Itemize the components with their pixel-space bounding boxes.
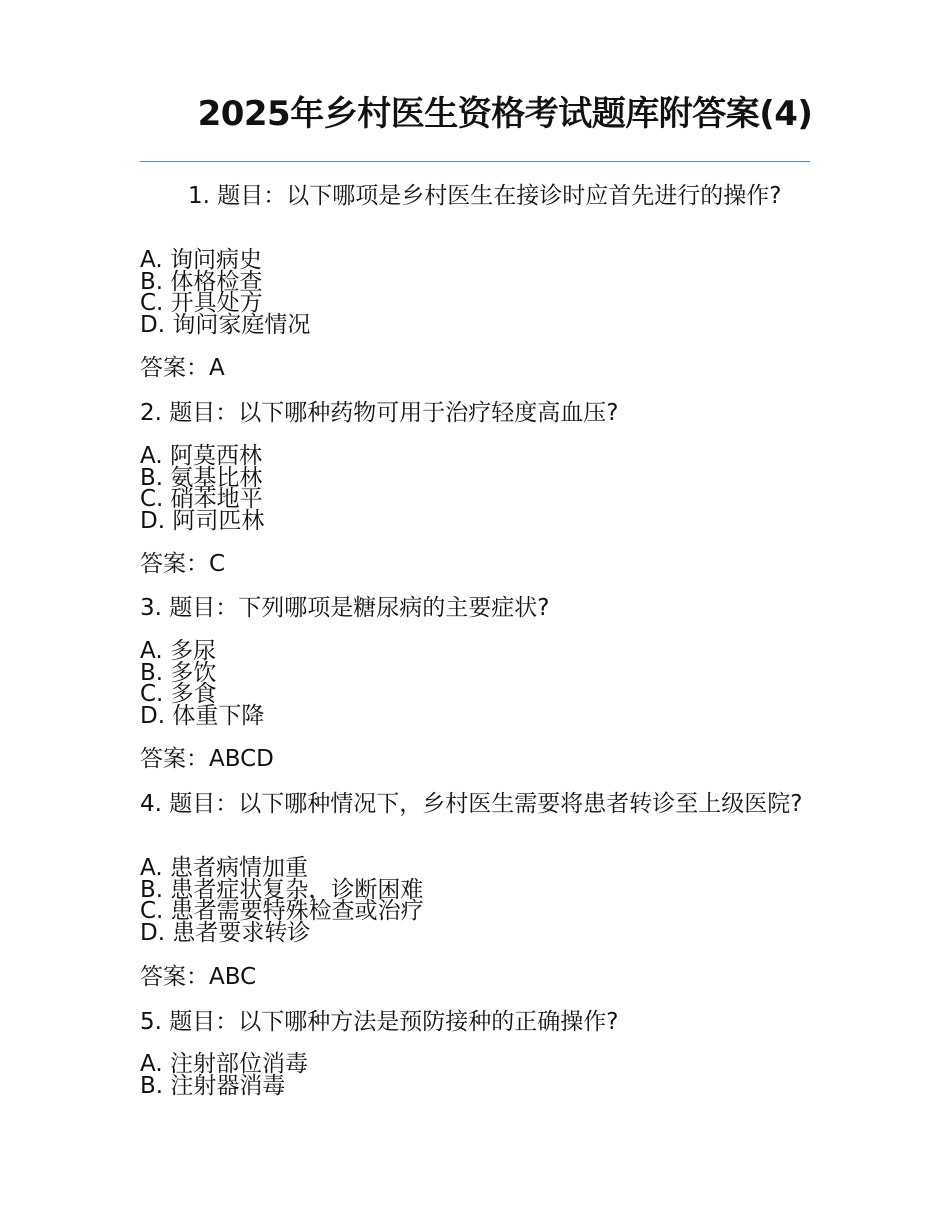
page-title: 2025年乡村医生资格考试题库附答案(4): [197, 94, 813, 134]
question-2-answer: 答案：C: [140, 551, 226, 577]
option-d: D. 阿司匹林: [140, 507, 265, 534]
question-3-options: [140, 638, 810, 729]
question-2-text: 2. 题目：以下哪种药物可用于治疗轻度高血压?: [140, 400, 619, 426]
option-c: C. 开具处方: [140, 290, 263, 316]
option-a: A. 患者病情加重: [140, 855, 308, 881]
title-divider: [140, 161, 810, 162]
question-3-answer: 答案：ABCD: [140, 746, 274, 772]
option-d: D. 体重下降: [140, 702, 265, 729]
question-5-options: [140, 1051, 810, 1099]
option-a: A. 注射部位消毒: [140, 1051, 308, 1077]
option-d: D. 询问家庭情况: [140, 311, 311, 338]
option-b: B. 患者症状复杂，诊断困难: [140, 876, 424, 903]
option-a: A. 阿莫西林: [140, 443, 262, 469]
question-3-text: 3. 题目：下列哪项是糖尿病的主要症状?: [140, 595, 550, 621]
question-4-text: 4. 题目：以下哪种情况下，乡村医生需要将患者转诊至上级医院?: [140, 791, 803, 817]
question-2-options: [140, 443, 810, 534]
option-b: B. 注射器消毒: [140, 1072, 286, 1099]
option-c: C. 患者需要特殊检查或治疗: [140, 898, 424, 924]
question-5-text: 5. 题目：以下哪种方法是预防接种的正确操作?: [140, 1009, 619, 1035]
question-1-text: 1. 题目：以下哪项是乡村医生在接诊时应首先进行的操作?: [188, 183, 782, 209]
question-1-options: [140, 247, 810, 338]
option-b: B. 多饮: [140, 659, 217, 686]
option-a: A. 询问病史: [140, 247, 262, 273]
question-4-options: [140, 855, 810, 946]
question-1-answer: 答案：A: [140, 355, 225, 381]
option-b: B. 体格检查: [140, 268, 263, 295]
question-4-answer: 答案：ABC: [140, 964, 257, 990]
option-a: A. 多尿: [140, 638, 216, 664]
option-c: C. 硝苯地平: [140, 486, 263, 512]
option-d: D. 患者要求转诊: [140, 919, 311, 946]
option-b: B. 氨基比林: [140, 464, 263, 491]
option-c: C. 多食: [140, 681, 217, 707]
